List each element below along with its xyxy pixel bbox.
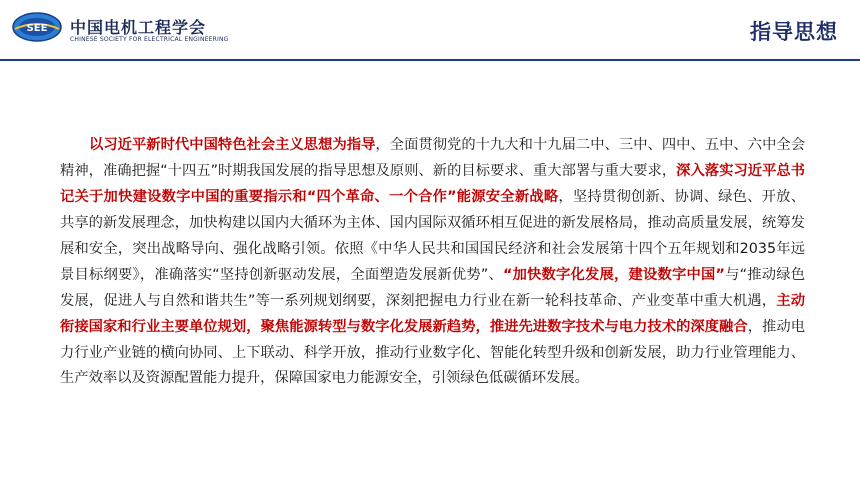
- org-name-cn: 中国电机工程学会: [70, 18, 207, 37]
- page-title: 指导思想: [750, 20, 838, 44]
- emphasis-text: 主动衔接国家和行业主要单位规划，聚焦能源转型与数字化发展新趋势，推进先进数字技术与电力技术的深度融合: [60, 292, 806, 335]
- logo-text: SEE: [26, 23, 48, 34]
- org-name-en: CHINESE SOCIETY FOR ELECTRICAL ENGINEERING: [70, 36, 229, 43]
- body-text: ，全面贯彻党的十九大和十九届二中、三中、四中、五中、六中全会精神，准确把握“十四五”时期我国发展的指导思想及原则、新的目标要求、重大部署与重大要求，: [60, 137, 806, 180]
- body-text: ，推动电力行业产业链的横向协同、上下联动、科学开放，推动行业数字化、智能化转型升级和创新发展，助力行业管理能力、生产效率以及资源配置能力提升，保障国家电力能源安全，引领绿色低碳循环发展。: [60, 318, 805, 387]
- body-text: 与“推动绿色发展，促进人与自然和谐共生”等一系列规划纲要，深刻把握电力行业在新一轮科技革命、产业变革中重大机遇，: [60, 266, 806, 309]
- header-bar: [0, 0, 860, 62]
- emphasis-text: 以习近平新时代中国特色社会主义思想为指导: [89, 137, 376, 154]
- emphasis-text: 深入落实习近平总书记关于加快建设数字中国的重要指示和“四个革命、一个合作”能源安全新战略: [60, 163, 806, 206]
- emphasis-text: “加快数字化发展，建设数字中国”: [502, 266, 725, 283]
- guiding-ideology-paragraph: [60, 133, 805, 392]
- body-text: ，坚持贯彻创新、协调、绿色、开放、共享的新发展理念，加快构建以国内大循环为主体、国内国际双循环相互促进的新发展格局，推动高质量发展，统筹发展和安全，突出战略导向、强化战略引领。依照《中华人民共和国国民经济和社会发展第十四个五年规划和2035年远景目标纲要》，准确落实“坚持创新驱动发展，全面塑造发展新优势”、: [60, 189, 805, 283]
- header-divider: [0, 59, 860, 61]
- see-logo-icon: [12, 12, 62, 42]
